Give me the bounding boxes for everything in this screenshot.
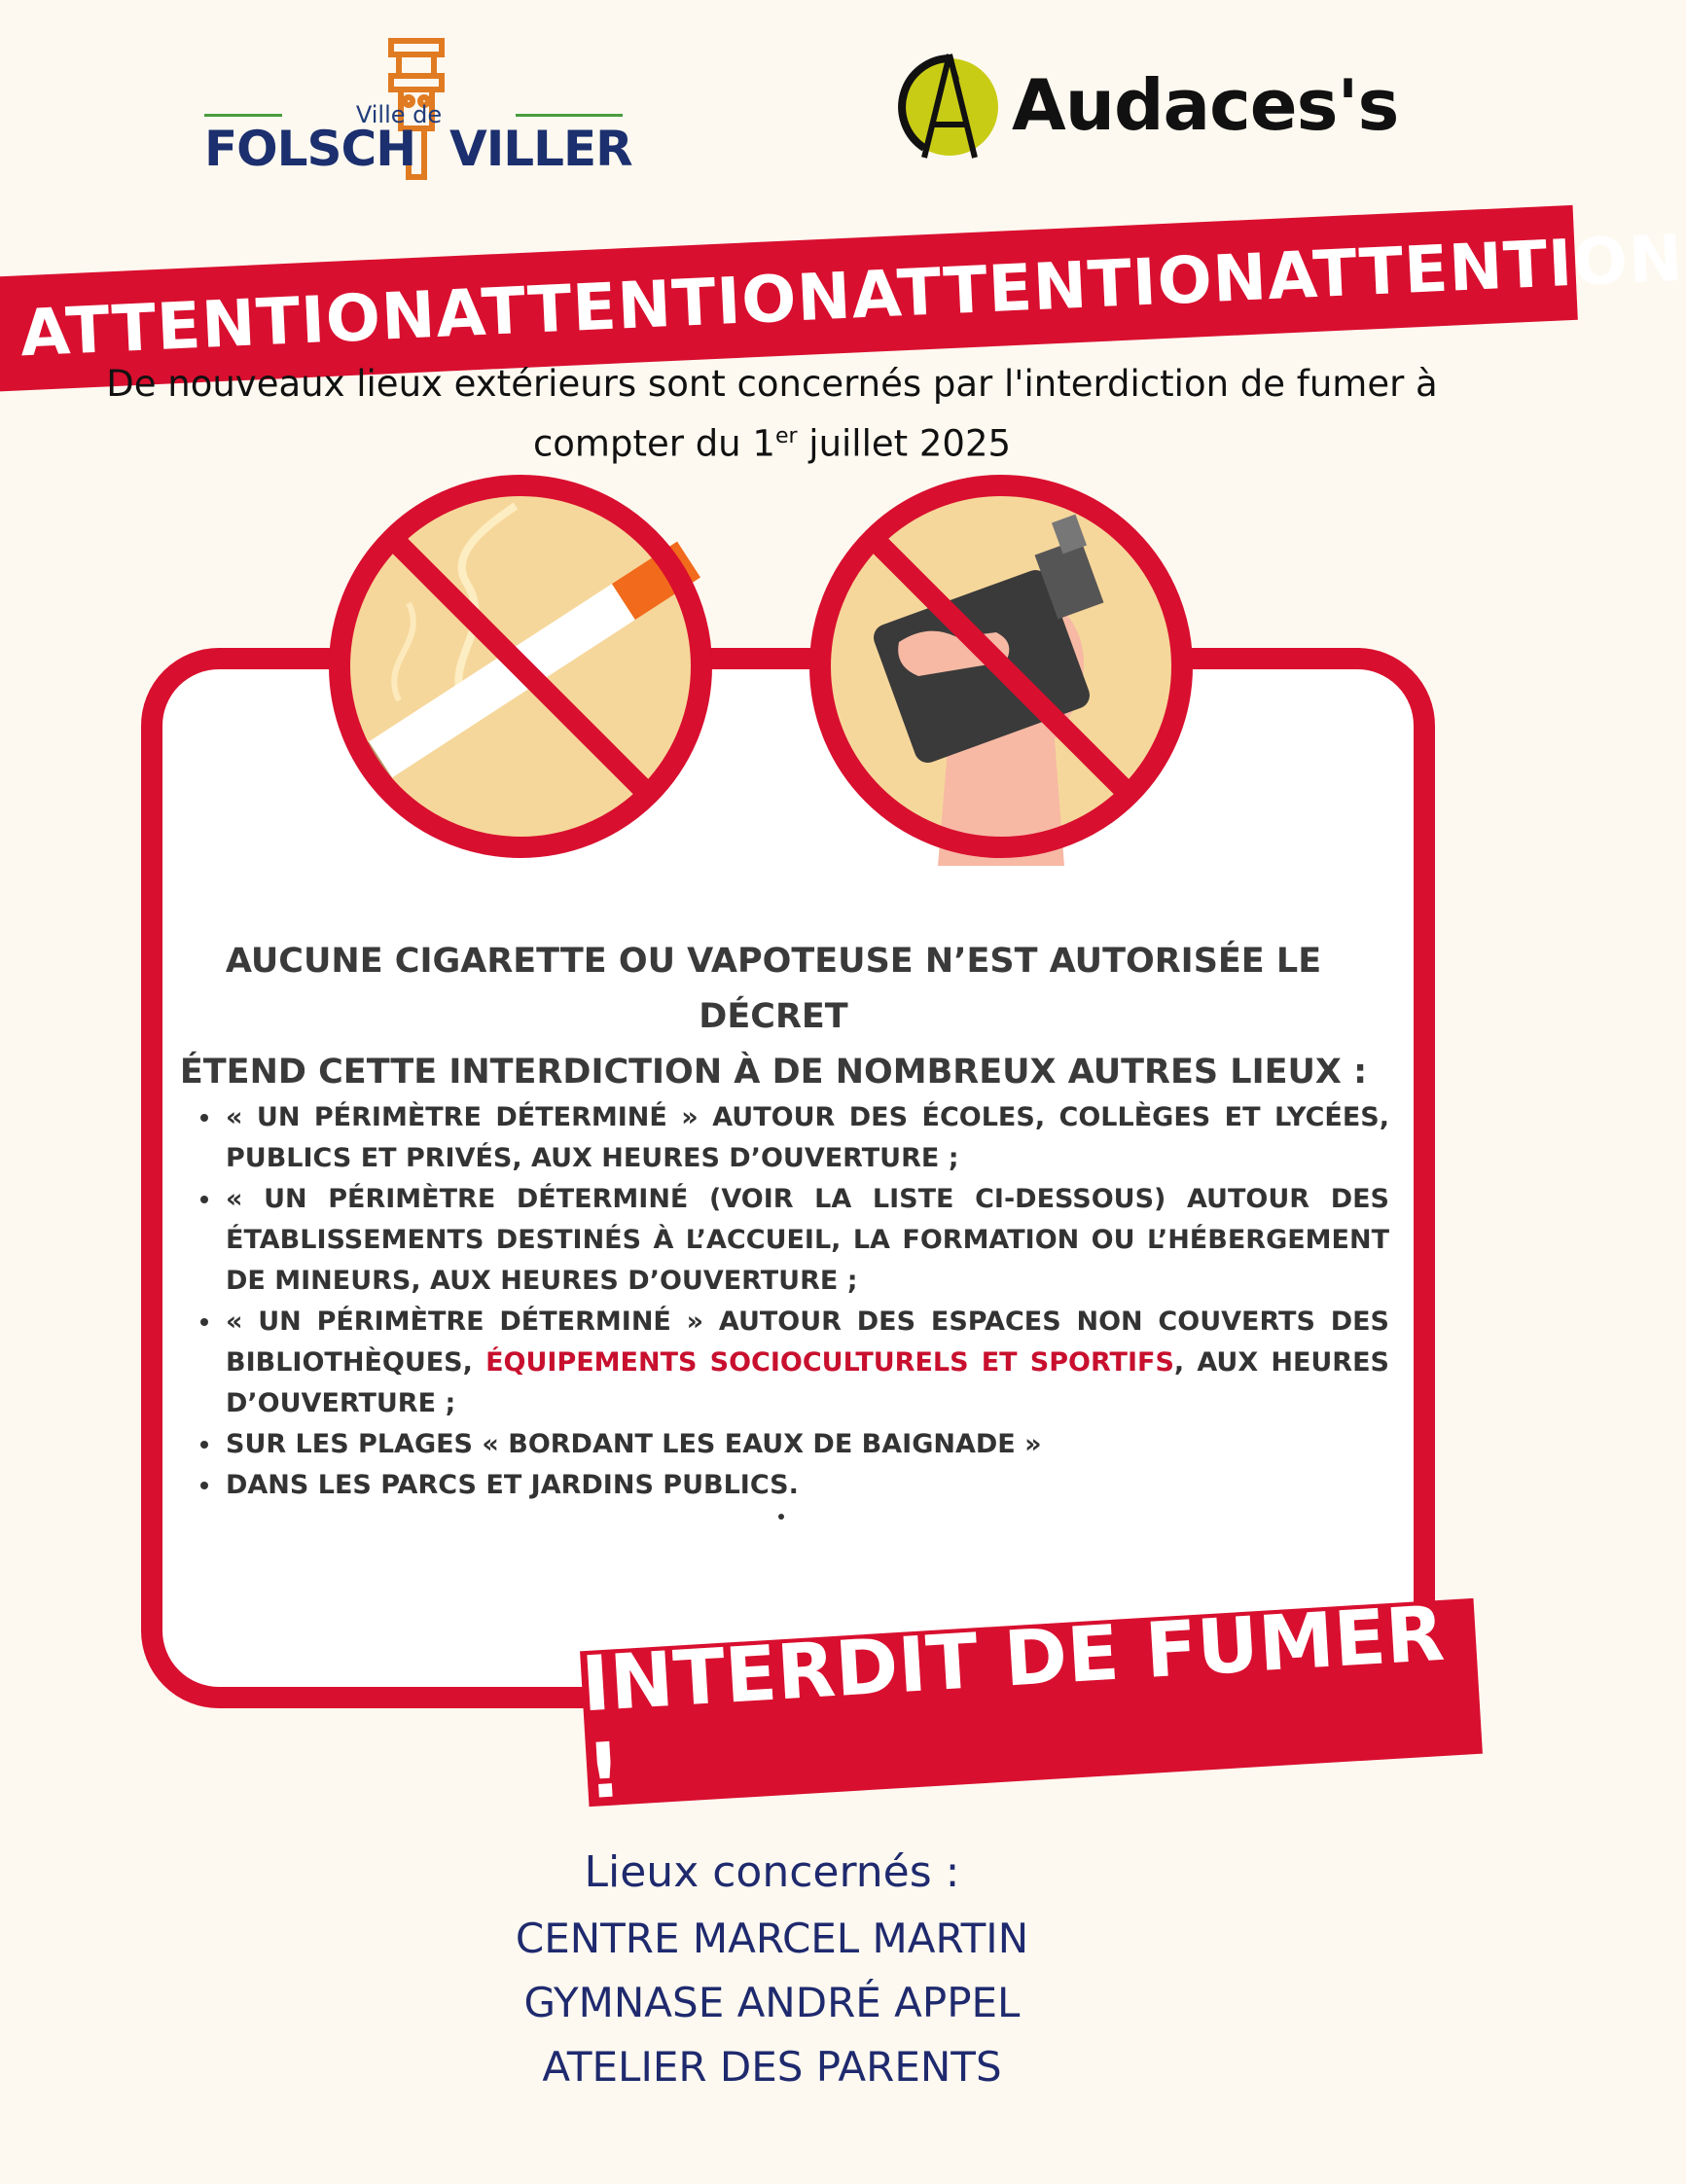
list-item: SUR LES PLAGES « BORDANT LES EAUX DE BAIGNADE »	[195, 1424, 1389, 1465]
audaces-name: Audaces's	[1012, 64, 1399, 146]
place-item: GYMNASE ANDRÉ APPEL	[523, 1979, 1021, 2026]
list-item-text: , AUX HEURES D’OUVERTURE ;	[226, 1347, 1389, 1418]
stray-dot	[778, 1514, 784, 1520]
no-smoking-label: INTERDIT DE FUMER !	[579, 1590, 1447, 1817]
attention-word: ATTENTION	[849, 238, 1270, 334]
list-item	[195, 1302, 1389, 1424]
attention-word: ATTENTION	[1266, 220, 1685, 314]
intro-text	[58, 358, 1486, 470]
places-rules-list	[195, 1097, 1389, 1506]
logo-rule-left	[204, 114, 282, 117]
intro-superscript: er	[774, 424, 798, 448]
place-item: ATELIER DES PARENTS	[542, 2043, 1002, 2091]
audaces-logo	[895, 47, 1401, 173]
card-heading-line-1: AUCUNE CIGARETTE OU VAPOTEUSE N’EST AUTORISÉE LE DÉCRET	[225, 942, 1322, 1036]
logo-rule-right	[516, 114, 623, 117]
list-item: « UN PÉRIMÈTRE DÉTERMINÉ (VOIR LA LISTE CI-DESSOUS) AUTOUR DES ÉTABLISSEMENTS DESTINÉS À L’ACCUEIL, LA FORMATION OU L’HÉBERGEMENT DE MINEURS, AUX HEURES D’OUVERTURE ;	[195, 1179, 1389, 1302]
places-title: Lieux concernés :	[584, 1847, 960, 1897]
intro-line-1: De nouveaux lieux extérieurs sont concernés par l'interdiction de fumer à	[106, 363, 1438, 405]
intro-line-2-end: juillet 2025	[797, 422, 1012, 465]
folschviller-logo	[204, 37, 632, 183]
list-item-text: « UN PÉRIMÈTRE DÉTERMINÉ » AUTOUR DES ESPACES NON COUVERTS DES BIBLIOTHÈQUES,	[226, 1307, 1389, 1378]
intro-line-2-start: compter du 1	[532, 422, 775, 465]
list-item: DANS LES PARCS ET JARDINS PUBLICS.	[195, 1465, 1389, 1506]
no-vaping-icon	[802, 467, 1201, 866]
card-heading	[170, 934, 1377, 1100]
audaces-emblem-icon	[895, 51, 1004, 169]
logo-viller-text: VILLER	[449, 121, 632, 177]
logo-ville-de: Ville de	[355, 101, 443, 128]
places-section	[292, 1839, 1252, 2099]
no-smoking-cigarette-icon	[321, 467, 720, 866]
list-item-highlight: ÉQUIPEMENTS SOCIOCULTURELS ET SPORTIFS	[485, 1347, 1174, 1378]
logo-folsch-text: FOLSCH	[204, 121, 416, 177]
intro-line-2	[58, 411, 1486, 470]
card-heading-line-2: ÉTEND CETTE INTERDICTION À DE NOMBREUX AUTRES LIEUX :	[179, 1053, 1368, 1092]
attention-word: ATTENTION	[18, 276, 438, 371]
attention-word: ATTENTION	[434, 258, 854, 352]
place-item: CENTRE MARCEL MARTIN	[515, 1915, 1029, 1962]
list-item: « UN PÉRIMÈTRE DÉTERMINÉ » AUTOUR DES ÉCOLES, COLLÈGES ET LYCÉES, PUBLICS ET PRIVÉS, AUX HEURES D’OUVERTURE ;	[195, 1097, 1389, 1179]
